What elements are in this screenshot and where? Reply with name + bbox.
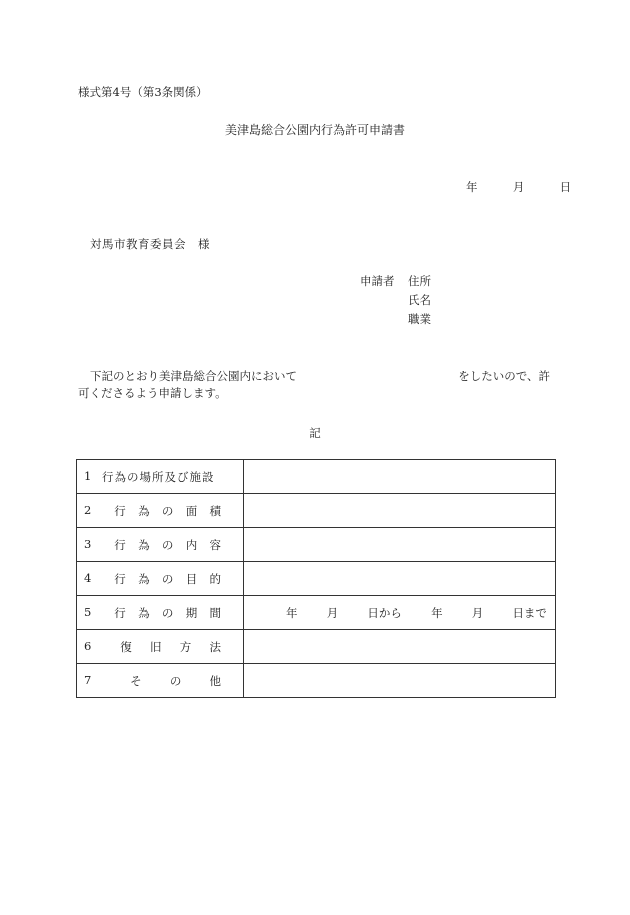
recipient: 対馬市教育委員会 様 — [90, 237, 210, 251]
row-label-char: 旧 — [150, 639, 162, 654]
row-label-char: 行 — [114, 571, 126, 586]
details-table — [76, 459, 556, 698]
row-value-cell[interactable] — [244, 460, 556, 494]
row-label: 行為の場所及び施設 — [102, 469, 215, 484]
body-text-part2: をしたいので、許 — [458, 369, 550, 383]
row-number: 3 — [84, 536, 92, 551]
row-label-char: 的 — [209, 571, 221, 586]
table-row — [77, 494, 556, 528]
row-label-cell — [77, 562, 244, 596]
row-label-char: そ — [130, 673, 142, 688]
row-label-char: 行 — [114, 537, 126, 552]
applicant-occupation-label: 職業 — [408, 312, 431, 326]
row-label-char: 為 — [138, 605, 150, 620]
applicant-block — [360, 273, 431, 330]
period-part: 月 — [471, 605, 484, 620]
period-part: 日から — [367, 605, 402, 620]
row-label-char: の — [169, 673, 182, 688]
row-label-char: の — [161, 571, 174, 586]
row-value-cell[interactable] — [244, 596, 556, 630]
applicant-address-label: 住所 — [408, 274, 431, 288]
row-label-char: 行 — [114, 503, 126, 518]
row-value-cell[interactable] — [244, 528, 556, 562]
row-value-cell[interactable] — [244, 494, 556, 528]
document-title: 美津島総合公園内行為許可申請書 — [224, 123, 405, 137]
row-label-cell — [77, 596, 244, 630]
row-label-char: の — [161, 605, 174, 620]
row-label-char: 為 — [138, 537, 150, 552]
row-label-char: 積 — [209, 503, 221, 518]
row-label-char: 容 — [209, 537, 221, 552]
applicant-label: 申請者 — [360, 274, 395, 288]
row-label-char: 為 — [138, 503, 150, 518]
row-label-char: 目 — [185, 571, 198, 586]
row-label-cell — [77, 460, 244, 494]
row-number: 5 — [84, 604, 92, 619]
row-label-char: 期 — [185, 605, 198, 620]
table-row — [77, 562, 556, 596]
row-value-cell[interactable] — [244, 664, 556, 698]
row-label-cell — [77, 630, 244, 664]
date-day: 日 — [559, 180, 572, 194]
row-number: 2 — [84, 502, 92, 517]
form-number: 様式第4号（第3条関係） — [78, 85, 208, 99]
row-label-char: の — [161, 503, 174, 518]
date-year: 年 — [466, 180, 478, 194]
row-label-char: 内 — [185, 537, 198, 552]
date-line — [466, 179, 571, 195]
table-row — [77, 664, 556, 698]
row-number: 4 — [84, 570, 92, 585]
row-value-cell[interactable] — [244, 630, 556, 664]
row-label-char: 法 — [209, 639, 221, 654]
date-month: 月 — [512, 180, 525, 194]
table-row — [77, 528, 556, 562]
row-label-char: 行 — [114, 605, 126, 620]
body-text-part1: 下記のとおり美津島総合公園内において — [90, 369, 297, 383]
row-label-char: 間 — [209, 605, 221, 620]
row-label-cell — [77, 528, 244, 562]
period-part: 年 — [286, 605, 298, 620]
ki-heading: 記 — [309, 426, 321, 440]
table-row — [77, 596, 556, 630]
row-label-char: の — [161, 537, 174, 552]
row-label-cell — [77, 494, 244, 528]
row-label-char: 復 — [120, 639, 132, 654]
table-row — [77, 630, 556, 664]
row-number: 6 — [84, 638, 92, 653]
row-number: 7 — [84, 672, 92, 687]
period-part: 月 — [326, 605, 339, 620]
body-text-part3: 可くださるよう申請します。 — [78, 386, 227, 400]
row-label-cell — [77, 664, 244, 698]
period-part: 年 — [431, 605, 443, 620]
row-label-char: 方 — [179, 639, 192, 654]
row-number: 1 — [84, 468, 92, 483]
table-row — [77, 460, 556, 494]
applicant-name-label: 氏名 — [408, 293, 431, 307]
period-part: 日まで — [512, 605, 547, 620]
body-text — [78, 368, 550, 402]
row-label-char: 為 — [138, 571, 150, 586]
row-label-char: 面 — [185, 503, 198, 518]
row-label-char: 他 — [209, 673, 221, 688]
row-value-cell[interactable] — [244, 562, 556, 596]
